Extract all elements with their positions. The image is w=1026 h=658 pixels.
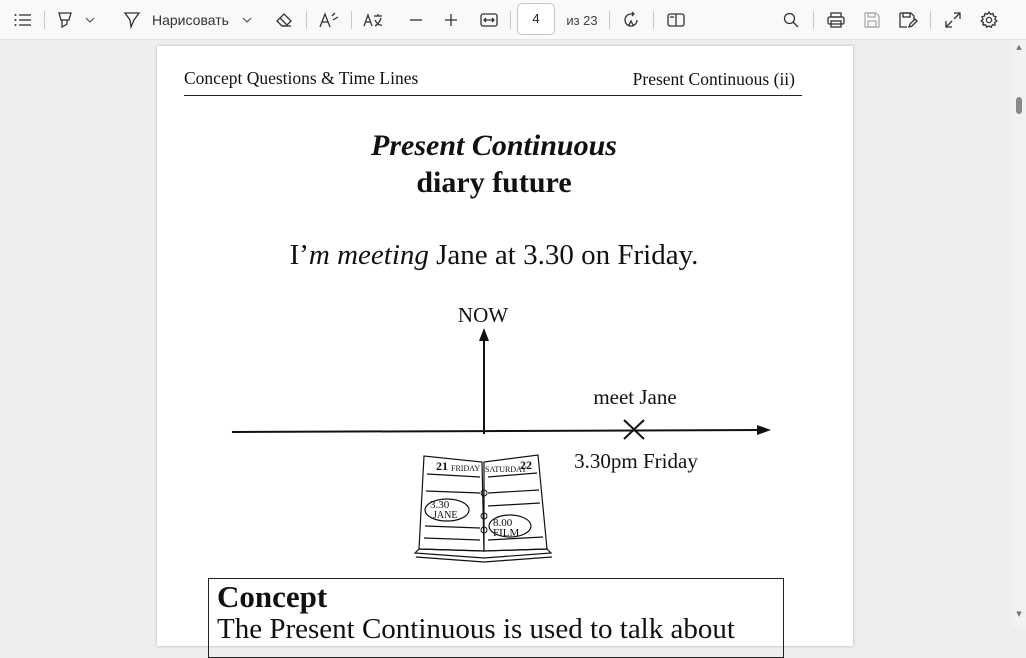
toolbar-separator (306, 11, 307, 29)
erase-icon[interactable] (271, 7, 297, 33)
diary-left-entry-time: 3.30 (430, 499, 450, 511)
diary-right-entry-time: 8.00 (493, 517, 513, 529)
diary-left-day: FRIDAY (451, 464, 481, 473)
toolbar-separator (44, 11, 45, 29)
toolbar-separator (609, 11, 610, 29)
save-icon[interactable] (859, 7, 885, 33)
toolbar-separator (351, 11, 352, 29)
translate-icon[interactable] (360, 7, 386, 33)
page-title: Present Continuous (371, 129, 617, 162)
search-icon[interactable] (778, 7, 804, 33)
timeline-arrowhead (757, 425, 771, 435)
scroll-up-icon[interactable]: ▲ (1016, 43, 1022, 51)
document-viewport[interactable] (0, 40, 1026, 645)
now-label: NOW (457, 303, 509, 327)
settings-icon[interactable] (976, 7, 1002, 33)
sentence-italic: m meeting (308, 239, 429, 271)
zoom-in-icon[interactable] (439, 7, 463, 33)
save-as-icon[interactable] (895, 7, 921, 33)
draw-button[interactable]: Нарисовать (152, 12, 229, 28)
toolbar-separator (930, 11, 931, 29)
toolbar-separator (813, 11, 814, 29)
diary-left-entry-text: JANE (433, 510, 458, 521)
toolbar (0, 0, 1026, 40)
print-icon[interactable] (823, 7, 849, 33)
toolbar-separator (510, 11, 511, 29)
zoom-out-icon[interactable] (404, 7, 428, 33)
diary-left-date: 21 (436, 459, 448, 473)
diary-illustration (415, 455, 552, 562)
read-aloud-icon[interactable] (316, 7, 342, 33)
diary-right-day: SATURDAY (485, 465, 527, 474)
page-total-label: из 23 (566, 12, 598, 28)
highlight-icon[interactable] (53, 7, 77, 33)
timeline-diagram (157, 46, 853, 586)
draw-dropdown-icon[interactable] (240, 7, 254, 33)
event-time-label: 3.30pm Friday (574, 449, 698, 473)
diary-right-entry-text: FILM (493, 527, 520, 539)
toolbar-separator (653, 11, 654, 29)
pdf-page (157, 46, 853, 646)
now-arrowhead (479, 328, 489, 341)
draw-icon[interactable] (120, 7, 144, 33)
event-label: meet Jane (593, 385, 677, 409)
page-view-icon[interactable] (663, 7, 689, 33)
header-left: Concept Questions & Time Lines (184, 68, 419, 88)
concept-title: Concept (217, 579, 328, 614)
fit-width-icon[interactable] (476, 7, 502, 33)
timeline-axis (232, 430, 765, 432)
page-subtitle: diary future (416, 166, 572, 199)
scroll-down-icon[interactable]: ▼ (1016, 610, 1022, 618)
scroll-thumb[interactable] (1016, 97, 1022, 114)
sentence-part1: I’ (289, 239, 309, 271)
rotate-icon[interactable] (618, 7, 644, 33)
vertical-scrollbar[interactable] (1012, 40, 1026, 627)
fullscreen-icon[interactable] (940, 7, 966, 33)
concept-box (208, 578, 784, 658)
highlight-dropdown-icon[interactable] (83, 7, 97, 33)
sentence-part2: Jane at 3.30 on Friday. (428, 239, 699, 271)
diary-right-date: 22 (520, 458, 532, 472)
page-number-input[interactable]: 4 (517, 3, 555, 35)
contents-icon[interactable] (10, 7, 36, 33)
concept-body: The Present Continuous is used to talk about (217, 613, 735, 645)
header-right: Present Continuous (ii) (632, 69, 795, 89)
